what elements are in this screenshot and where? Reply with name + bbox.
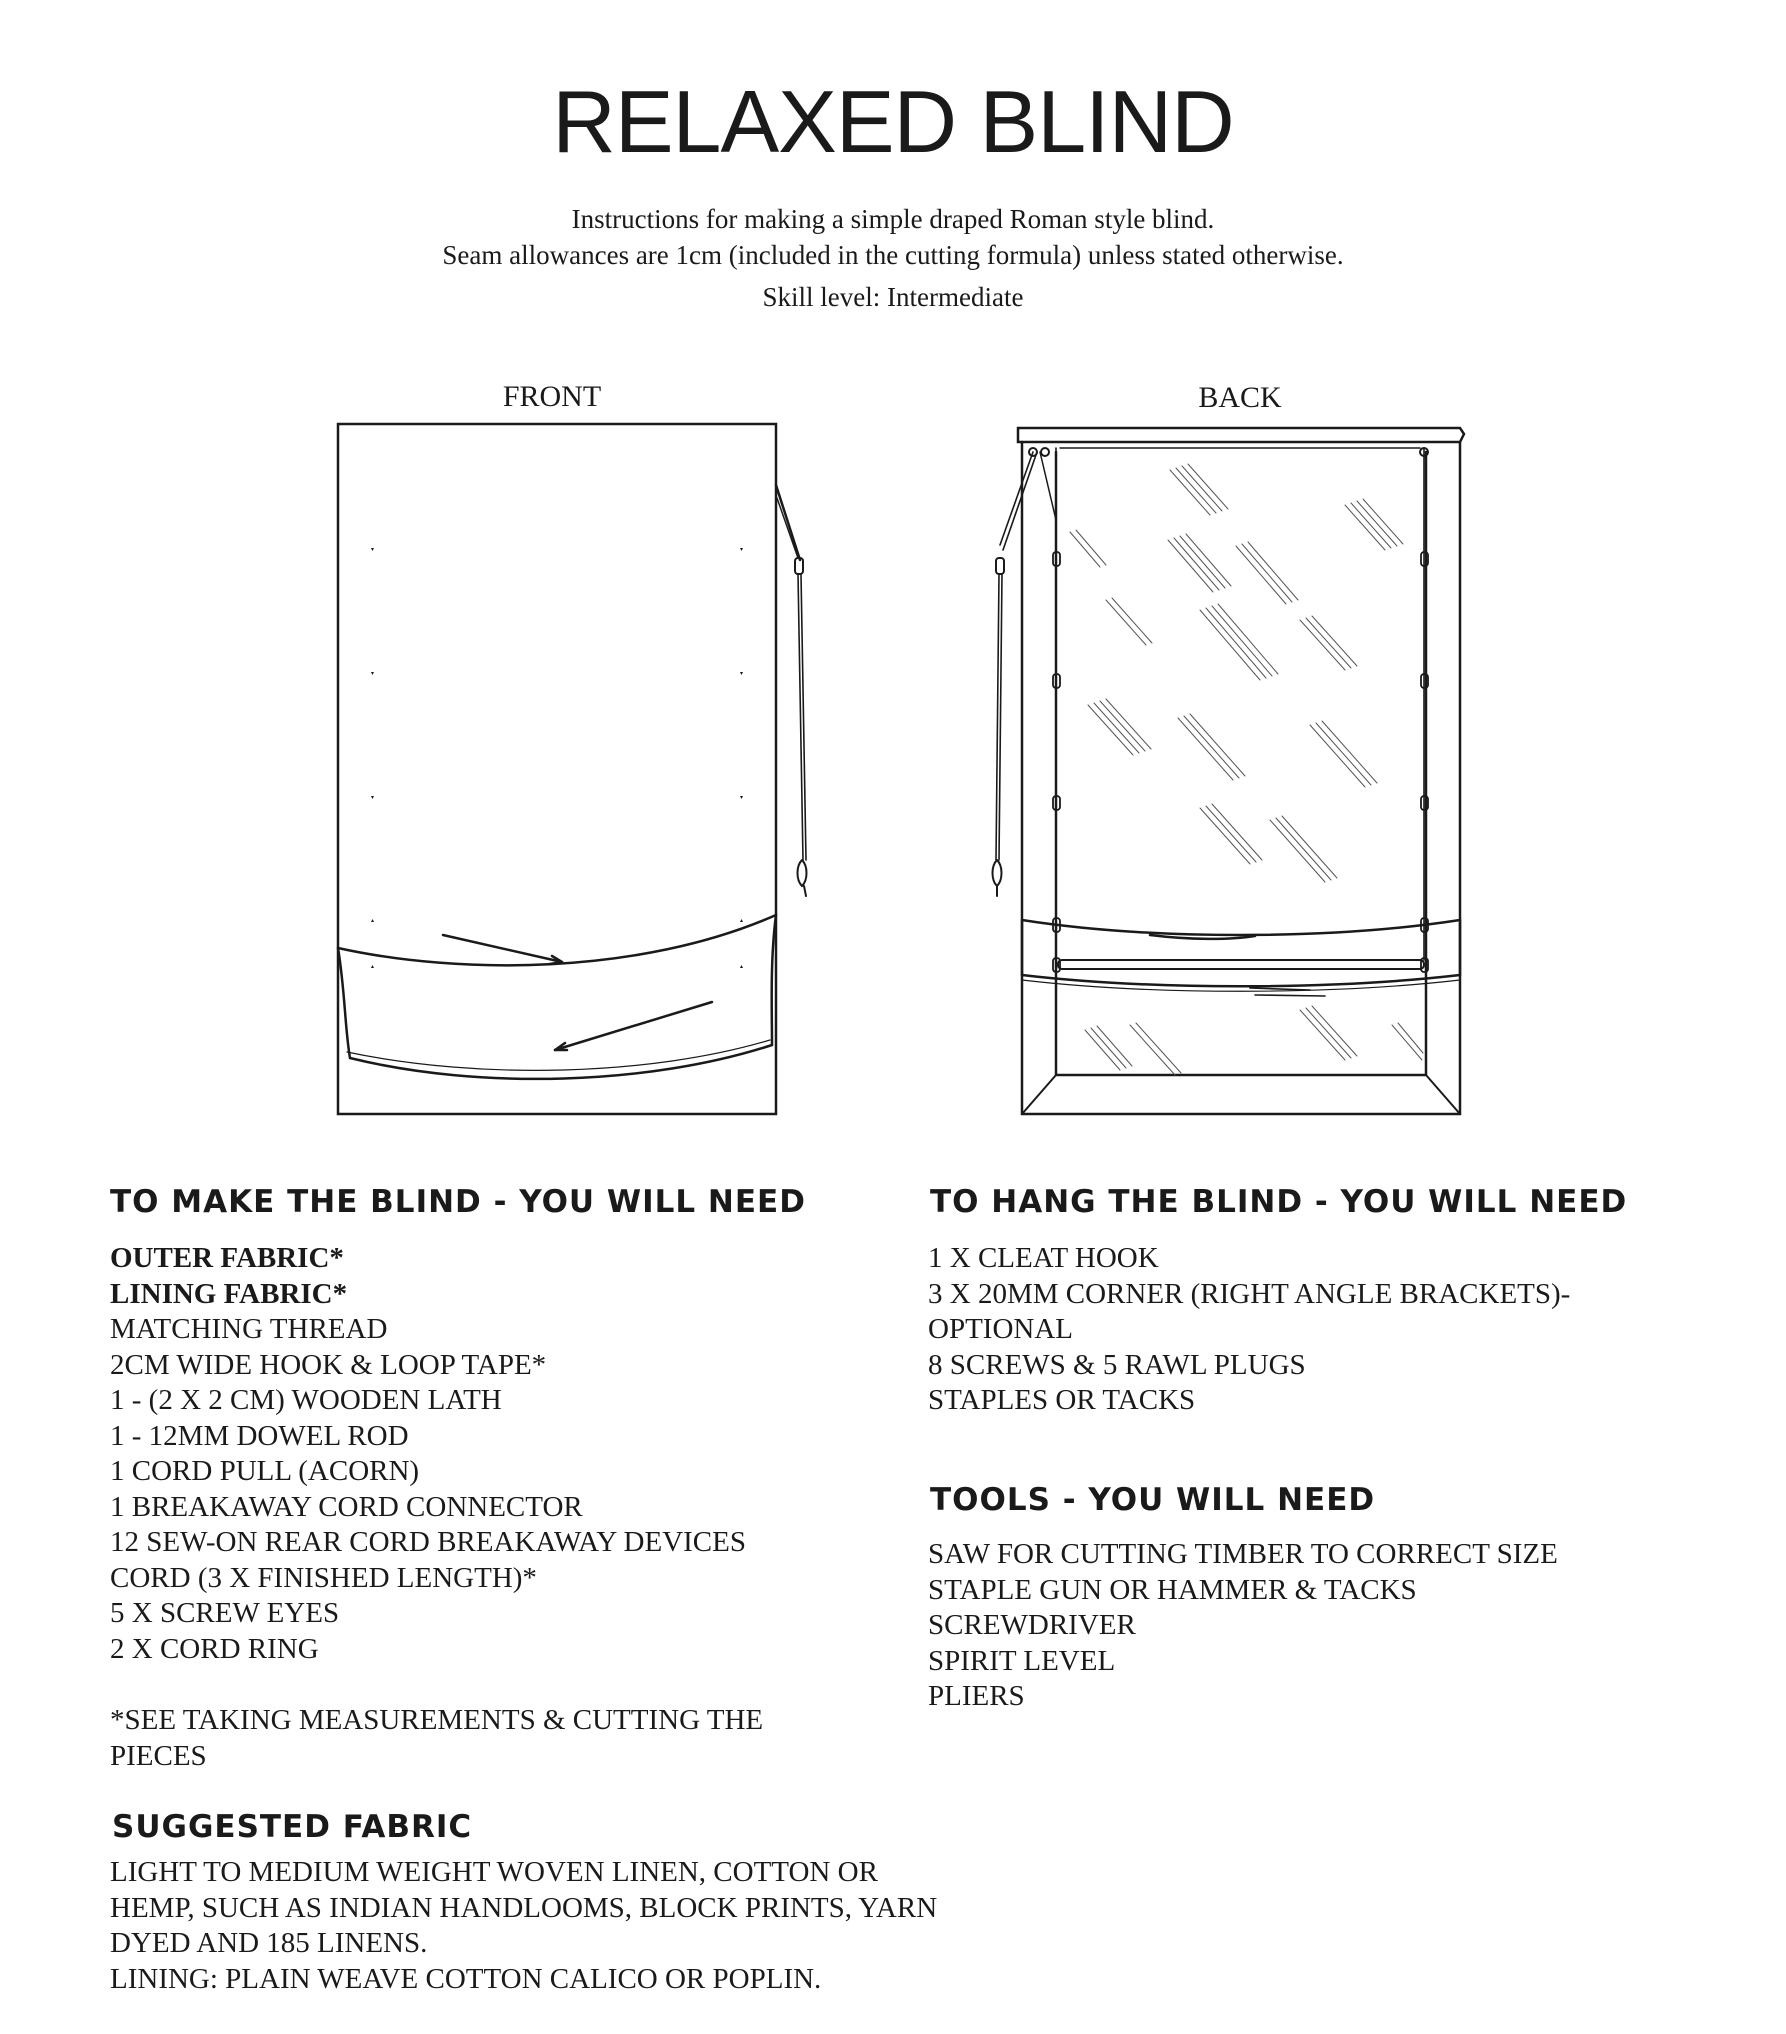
- make-item: MATCHING THREAD: [110, 1313, 388, 1345]
- back-blind-diagram: [993, 428, 1465, 1114]
- back-diagram-label: BACK: [1198, 381, 1282, 414]
- tool-item: STAPLE GUN OR HAMMER & TACKS: [928, 1573, 1417, 1606]
- hang-item: STAPLES OR TACKS: [928, 1384, 1196, 1416]
- make-footnote-line: PIECES: [110, 1739, 207, 1772]
- fabric-section-heading: SUGGESTED FABRIC: [112, 1809, 473, 1845]
- make-item: 1 - (2 X 2 CM) WOODEN LATH: [110, 1384, 502, 1416]
- make-item: 1 CORD PULL (ACORN): [110, 1455, 420, 1487]
- tool-item: SPIRIT LEVEL: [928, 1644, 1116, 1677]
- fabric-description: [110, 1855, 937, 1997]
- make-section-heading: TO MAKE THE BLIND - YOU WILL NEED: [110, 1184, 806, 1220]
- make-item: 1 BREAKAWAY CORD CONNECTOR: [110, 1490, 583, 1523]
- fabric-line: LIGHT TO MEDIUM WEIGHT WOVEN LINEN, COTTON OR: [110, 1856, 878, 1888]
- make-footnote-line: *SEE TAKING MEASUREMENTS & CUTTING THE: [110, 1704, 764, 1736]
- tools-section-heading: TOOLS - YOU WILL NEED: [930, 1482, 1376, 1518]
- hang-section-heading: TO HANG THE BLIND - YOU WILL NEED: [930, 1184, 1628, 1220]
- fabric-line: LINING: PLAIN WEAVE COTTON CALICO OR POPLIN.: [110, 1962, 822, 1995]
- make-item: 2 X CORD RING: [110, 1632, 319, 1665]
- fabric-line: HEMP, SUCH AS INDIAN HANDLOOMS, BLOCK PRINTS, YARN: [110, 1891, 938, 1924]
- make-footnote: [110, 1703, 763, 1774]
- make-item: 5 X SCREW EYES: [110, 1597, 340, 1629]
- hang-item: 8 SCREWS & 5 RAWL PLUGS: [928, 1348, 1306, 1381]
- make-item: 1 - 12MM DOWEL ROD: [110, 1419, 409, 1452]
- hang-item: 1 X CLEAT HOOK: [928, 1242, 1159, 1274]
- hang-item: 3 X 20MM CORNER (RIGHT ANGLE BRACKETS)-: [928, 1277, 1571, 1310]
- page-title: RELAXED BLIND: [552, 72, 1234, 171]
- make-item: 2CM WIDE HOOK & LOOP TAPE*: [110, 1348, 547, 1381]
- tool-item: SAW FOR CUTTING TIMBER TO CORRECT SIZE: [928, 1538, 1558, 1570]
- make-materials-list: [110, 1241, 746, 1667]
- tool-item: SCREWDRIVER: [928, 1609, 1136, 1641]
- intro-line-2: Seam allowances are 1cm (included in the cutting formula) unless stated otherwise.: [442, 240, 1344, 270]
- hang-item: OPTIONAL: [928, 1313, 1073, 1345]
- make-item: 12 SEW-ON REAR CORD BREAKAWAY DEVICES: [110, 1526, 746, 1558]
- front-diagram-label: FRONT: [502, 380, 602, 413]
- make-item: CORD (3 X FINISHED LENGTH)*: [110, 1561, 537, 1594]
- skill-level: Skill level: Intermediate: [762, 282, 1024, 312]
- intro-line-1: Instructions for making a simple draped Roman style blind.: [571, 204, 1215, 234]
- make-item-outer-fabric: OUTER FABRIC*: [110, 1242, 344, 1274]
- front-blind-diagram: [338, 424, 807, 1114]
- hang-materials-list: [928, 1241, 1570, 1419]
- make-item-lining-fabric: LINING FABRIC*: [110, 1277, 348, 1310]
- fabric-line: DYED AND 185 LINENS.: [110, 1927, 428, 1959]
- tools-list: [928, 1537, 1558, 1715]
- tool-item: PLIERS: [928, 1680, 1025, 1712]
